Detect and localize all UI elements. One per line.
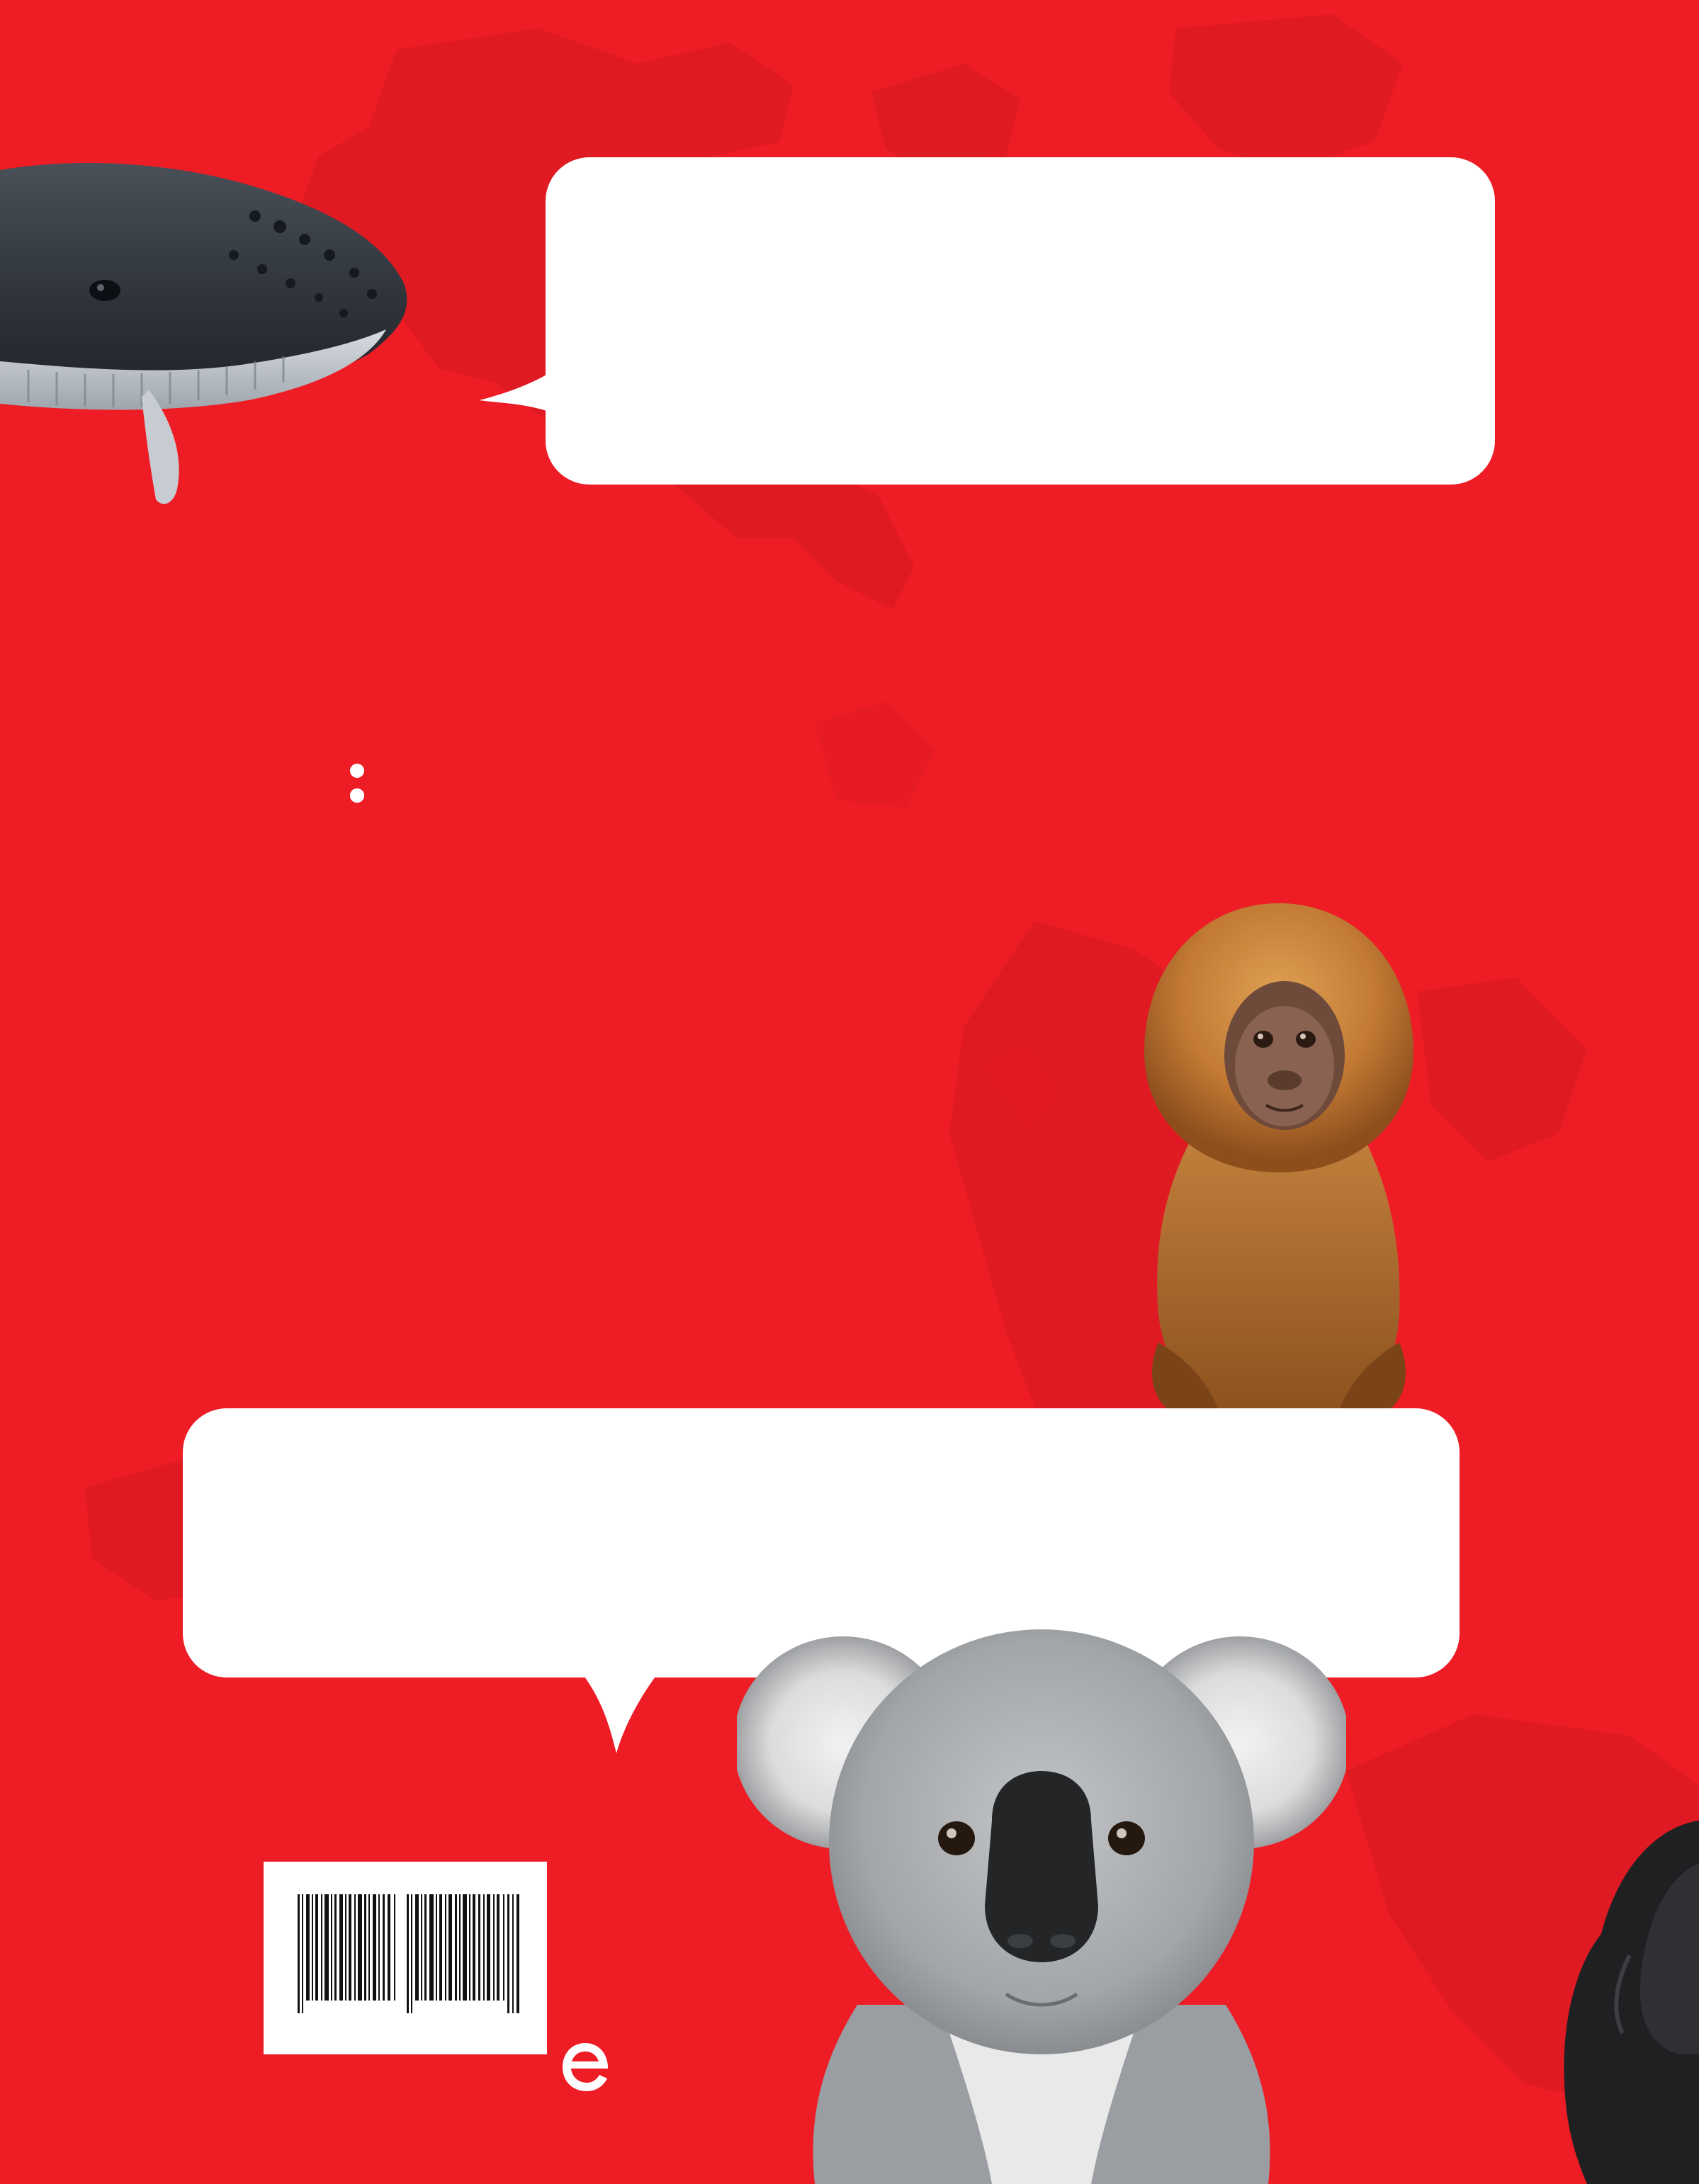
gorilla-image — [1545, 1821, 1699, 2184]
bullet-dot — [350, 788, 364, 803]
top-speech-bubble — [546, 157, 1495, 485]
koala-image — [737, 1608, 1346, 2184]
bottom-bubble-tail — [538, 1672, 666, 1757]
barcode-bars — [298, 1894, 521, 2013]
bullet-dot — [350, 764, 364, 778]
top-bubble-tail — [479, 368, 571, 439]
tamarin-image — [1116, 889, 1442, 1427]
barcode — [264, 1862, 547, 2054]
whale-image — [0, 149, 496, 510]
facts-bullet-list — [346, 740, 1196, 765]
publisher-logo-icon — [560, 2040, 611, 2094]
